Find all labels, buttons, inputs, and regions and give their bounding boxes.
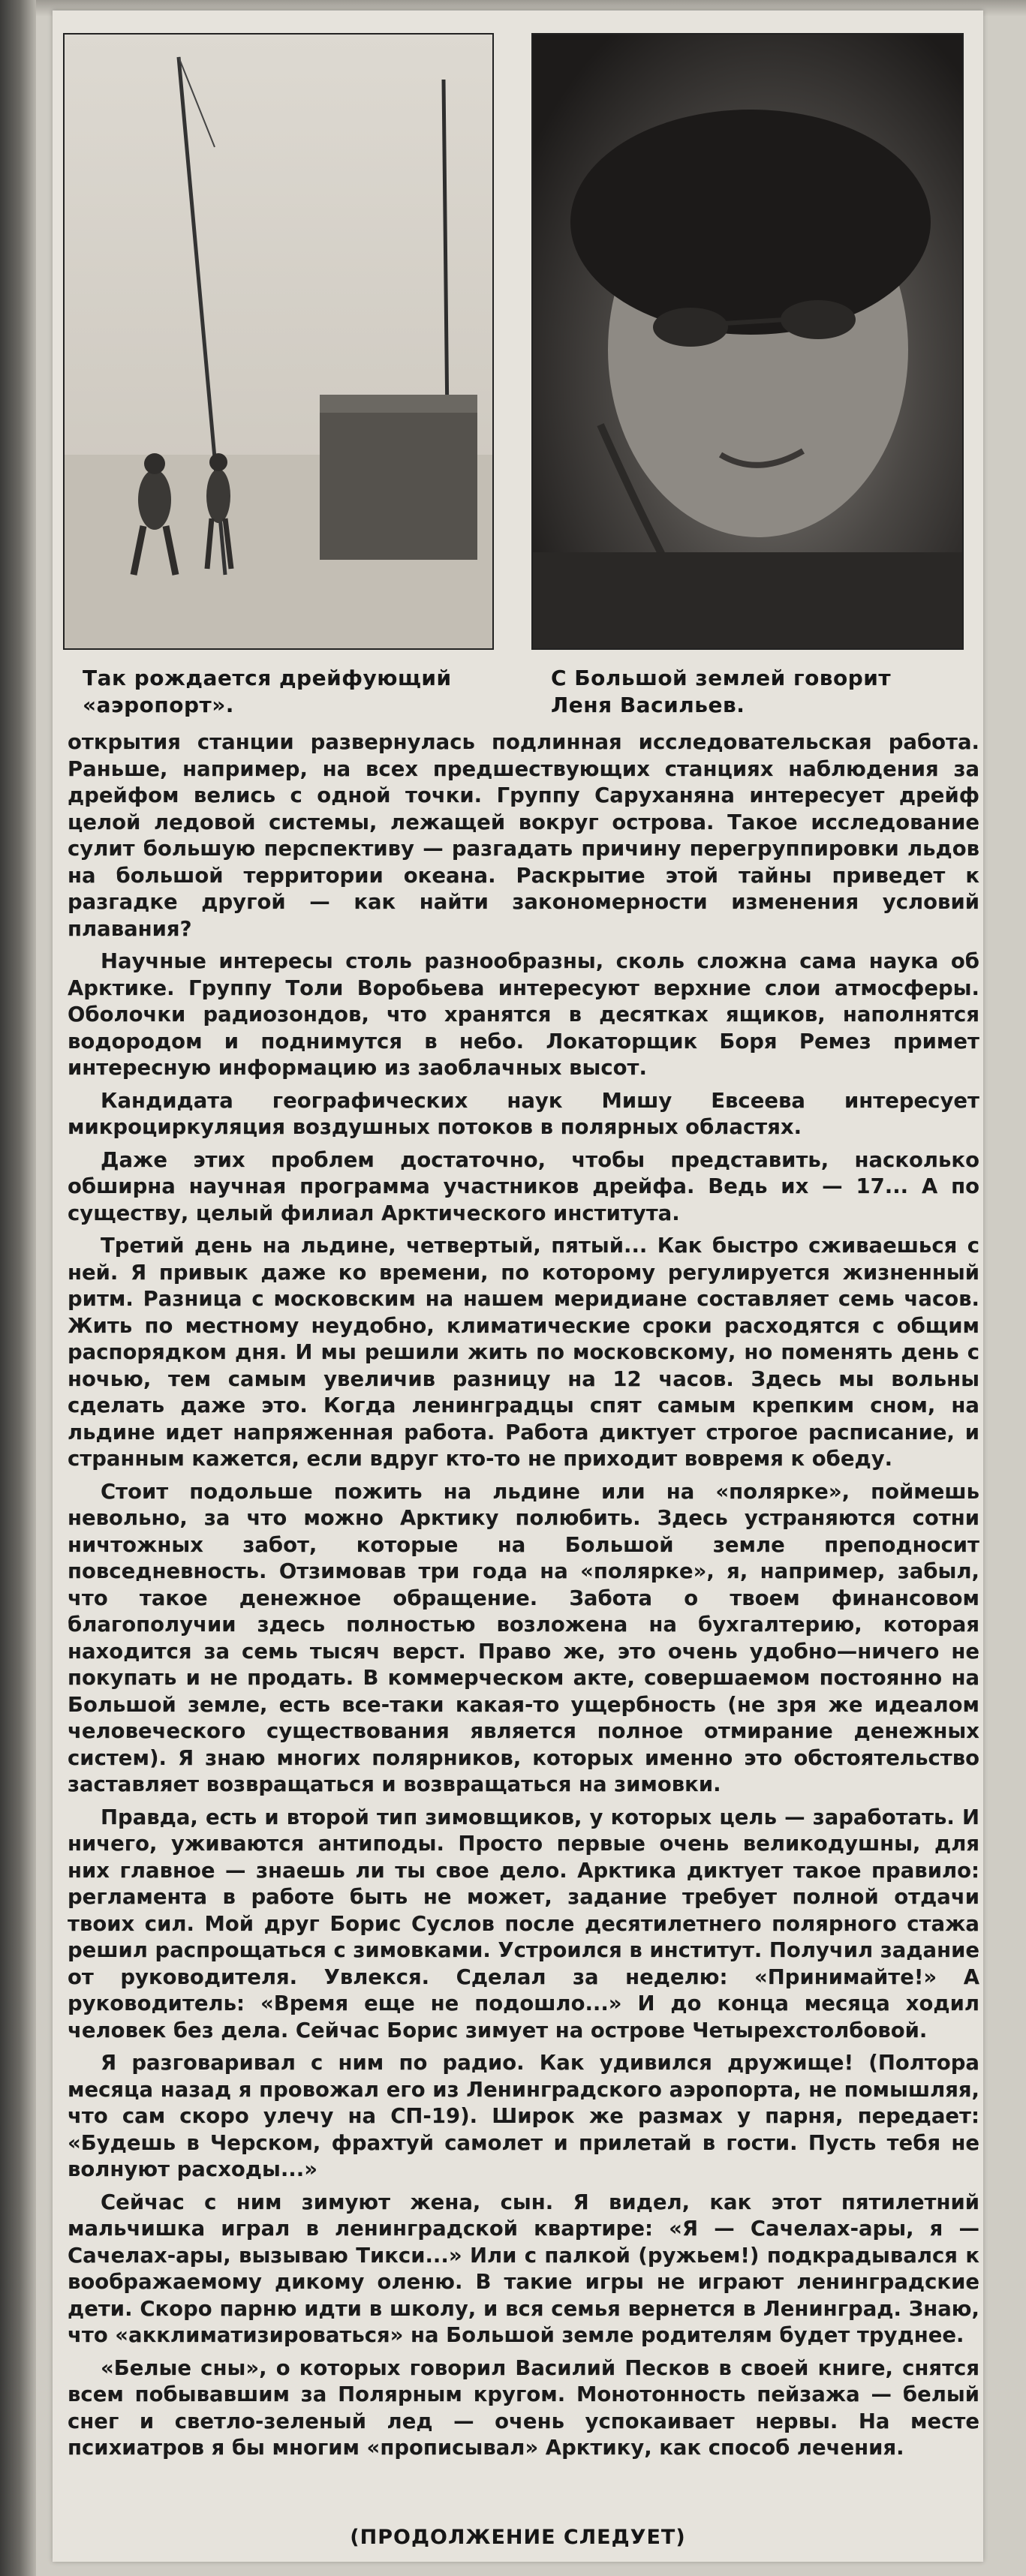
article-paragraph: Даже этих проблем достаточно, чтобы представить, насколько обширна научная программа участников дрейфа. Ведь их — 17... А по существу, целый филиал Арктического института. — [68, 1147, 979, 1225]
scan-left-edge — [0, 0, 36, 2576]
continuation-note: (ПРОДОЛЖЕНИЕ СЛЕДУЕТ) — [350, 2526, 686, 2549]
article-paragraph: Правда, есть и второй тип зимовщиков, у которых цель — заработать. И ничего, уживаются антиподы. Просто первые очень великодушны, для них главное — знаешь ли ты свое дело. Арктика диктует такое правило: регламента в работе быть не может, задание требует полной отдачи твоих сил. Мой друг Борис Суслов после десятилетнего полярного стажа решил распрощаться с зимовками. Устроился в институт. Получил задание от руководителя. Увлекся. Сделал за неделю: «Принимайте!» А руководитель: «Время еще не подошло...» И до конца месяца ходил человек без дела. Сейчас Борис зимует на острове Четырехстолбовой. — [68, 1805, 979, 2042]
photo-radio-operator-image — [533, 35, 962, 648]
article-paragraph: Стоит подольше пожить на льдине или на «полярке», поймешь невольно, за что можно Арктику полюбить. Здесь устраняются сотни ничтожных забот, которые на Большой земле преподносит повседневность. Отзимовав три года на «полярке», я, например, забыл, что такое денежное обращение. Забота о твоем финансовом благополучии здесь полностью возложена на бухгалтерию, которая находится за семь тысяч верст. Право же, это очень удобно—ничего не покупать и не продать. В коммерческом акте, совершаемом постоянно на Большой земле, есть все-таки какая-то ущербность (не зря же идеалом человеческого существования является полное отмирание денежных систем). Я знаю многих полярников, которых именно это обстоятельство заставляет возвращаться и возвращаться на зимовки. — [68, 1479, 979, 1796]
article-paragraph: Третий день на льдине, четвертый, пятый... Как быстро сживаешься с ней. Я привык даже ко времени, по которому регулируется жизненный ритм. Разница с московским на нашем меридиане составляет семь часов. Жить по местному неудобно, климатические сроки расходятся с общим распорядком дня. И мы решили жить по московскому, но поменять день с ночью, тем самым увеличив разницу на 12 часов. Здесь мы вольны сделать даже это. Когда ленинградцы спят самым крепким сном, на льдине идет напряженная работа. Работа диктует строгое расписание, и странным кажется, если вдруг кто-то не приходит вовремя к обеду. — [68, 1234, 979, 1471]
photo-drifting-airport-image — [65, 35, 492, 648]
article-body — [68, 729, 979, 2468]
photo-caption-right: С Большой землей говорит Леня Васильев. — [551, 666, 892, 717]
article-paragraph: Научные интересы столь разнообразны, сколь сложна сама наука об Арктике. Группу Толи Воробьева интересуют верхние слои атмосферы. Оболочки радиозондов, что хранятся в десятках ящиков, наполнятся водородом и поднимутся в небо. Локаторщик Боря Ремез примет интересную информацию из заоблачных высот. — [68, 949, 979, 1080]
newspaper-clipping — [53, 11, 983, 2562]
photo-caption-left: Так рождается дрейфующий «аэропорт». — [83, 666, 452, 717]
photo-radio-operator — [531, 33, 964, 650]
article-paragraph: «Белые сны», о которых говорил Василий Песков в своей книге, снятся всем побывавшим за Полярным кругом. Монотонность пейзажа — белый снег и светло-зеленый лед — очень успокаивает нервы. На месте психиатров я бы многим «прописывал» Арктику, как способ лечения. — [68, 2355, 979, 2460]
article-paragraph: Кандидата географических наук Мишу Евсеева интересует микроциркуляция воздушных потоков в полярных областях. — [68, 1088, 979, 1139]
photo-drifting-airport — [63, 33, 494, 650]
article-paragraph: открытия станции развернулась подлинная исследовательская работа. Раньше, например, на всех предшествующих станциях наблюдения за дрейфом велись с одной точки. Группу Саруханяна интересует дрейф целой ледовой системы, лежащей вокруг острова. Такое исследование сулит большую перспективу — разгадать причину перегруппировки льдов на большой территории океана. Раскрытие этой тайны приведет к разгадке другой — как найти закономерности изменения условий плавания? — [68, 730, 979, 941]
article-paragraph: Сейчас с ним зимуют жена, сын. Я видел, как этот пятилетний мальчишка играл в ленинградской квартире: «Я — Сачелах-ары, я — Сачелах-ары, вызываю Тикси...» Или с палкой (ружьем!) подкрадывался к воображаемому дикому оленю. В такие игры не играют ленинградские дети. Скоро парню идти в школу, и вся семья вернется в Ленинград. Знаю, что «акклиматизироваться» на Большой земле родителям будет труднее. — [68, 2190, 979, 2347]
article-paragraph: Я разговаривал с ним по радио. Как удивился дружище! (Полтора месяца назад я провожал его из Ленинградского аэропорта, не помышляя, что сам скоро улечу на СП-19). Широк же размах у парня, передает: «Будешь в Черском, фрахтуй самолет и прилетай в гости. Пусть тебя не волнуют расходы...» — [68, 2051, 979, 2181]
